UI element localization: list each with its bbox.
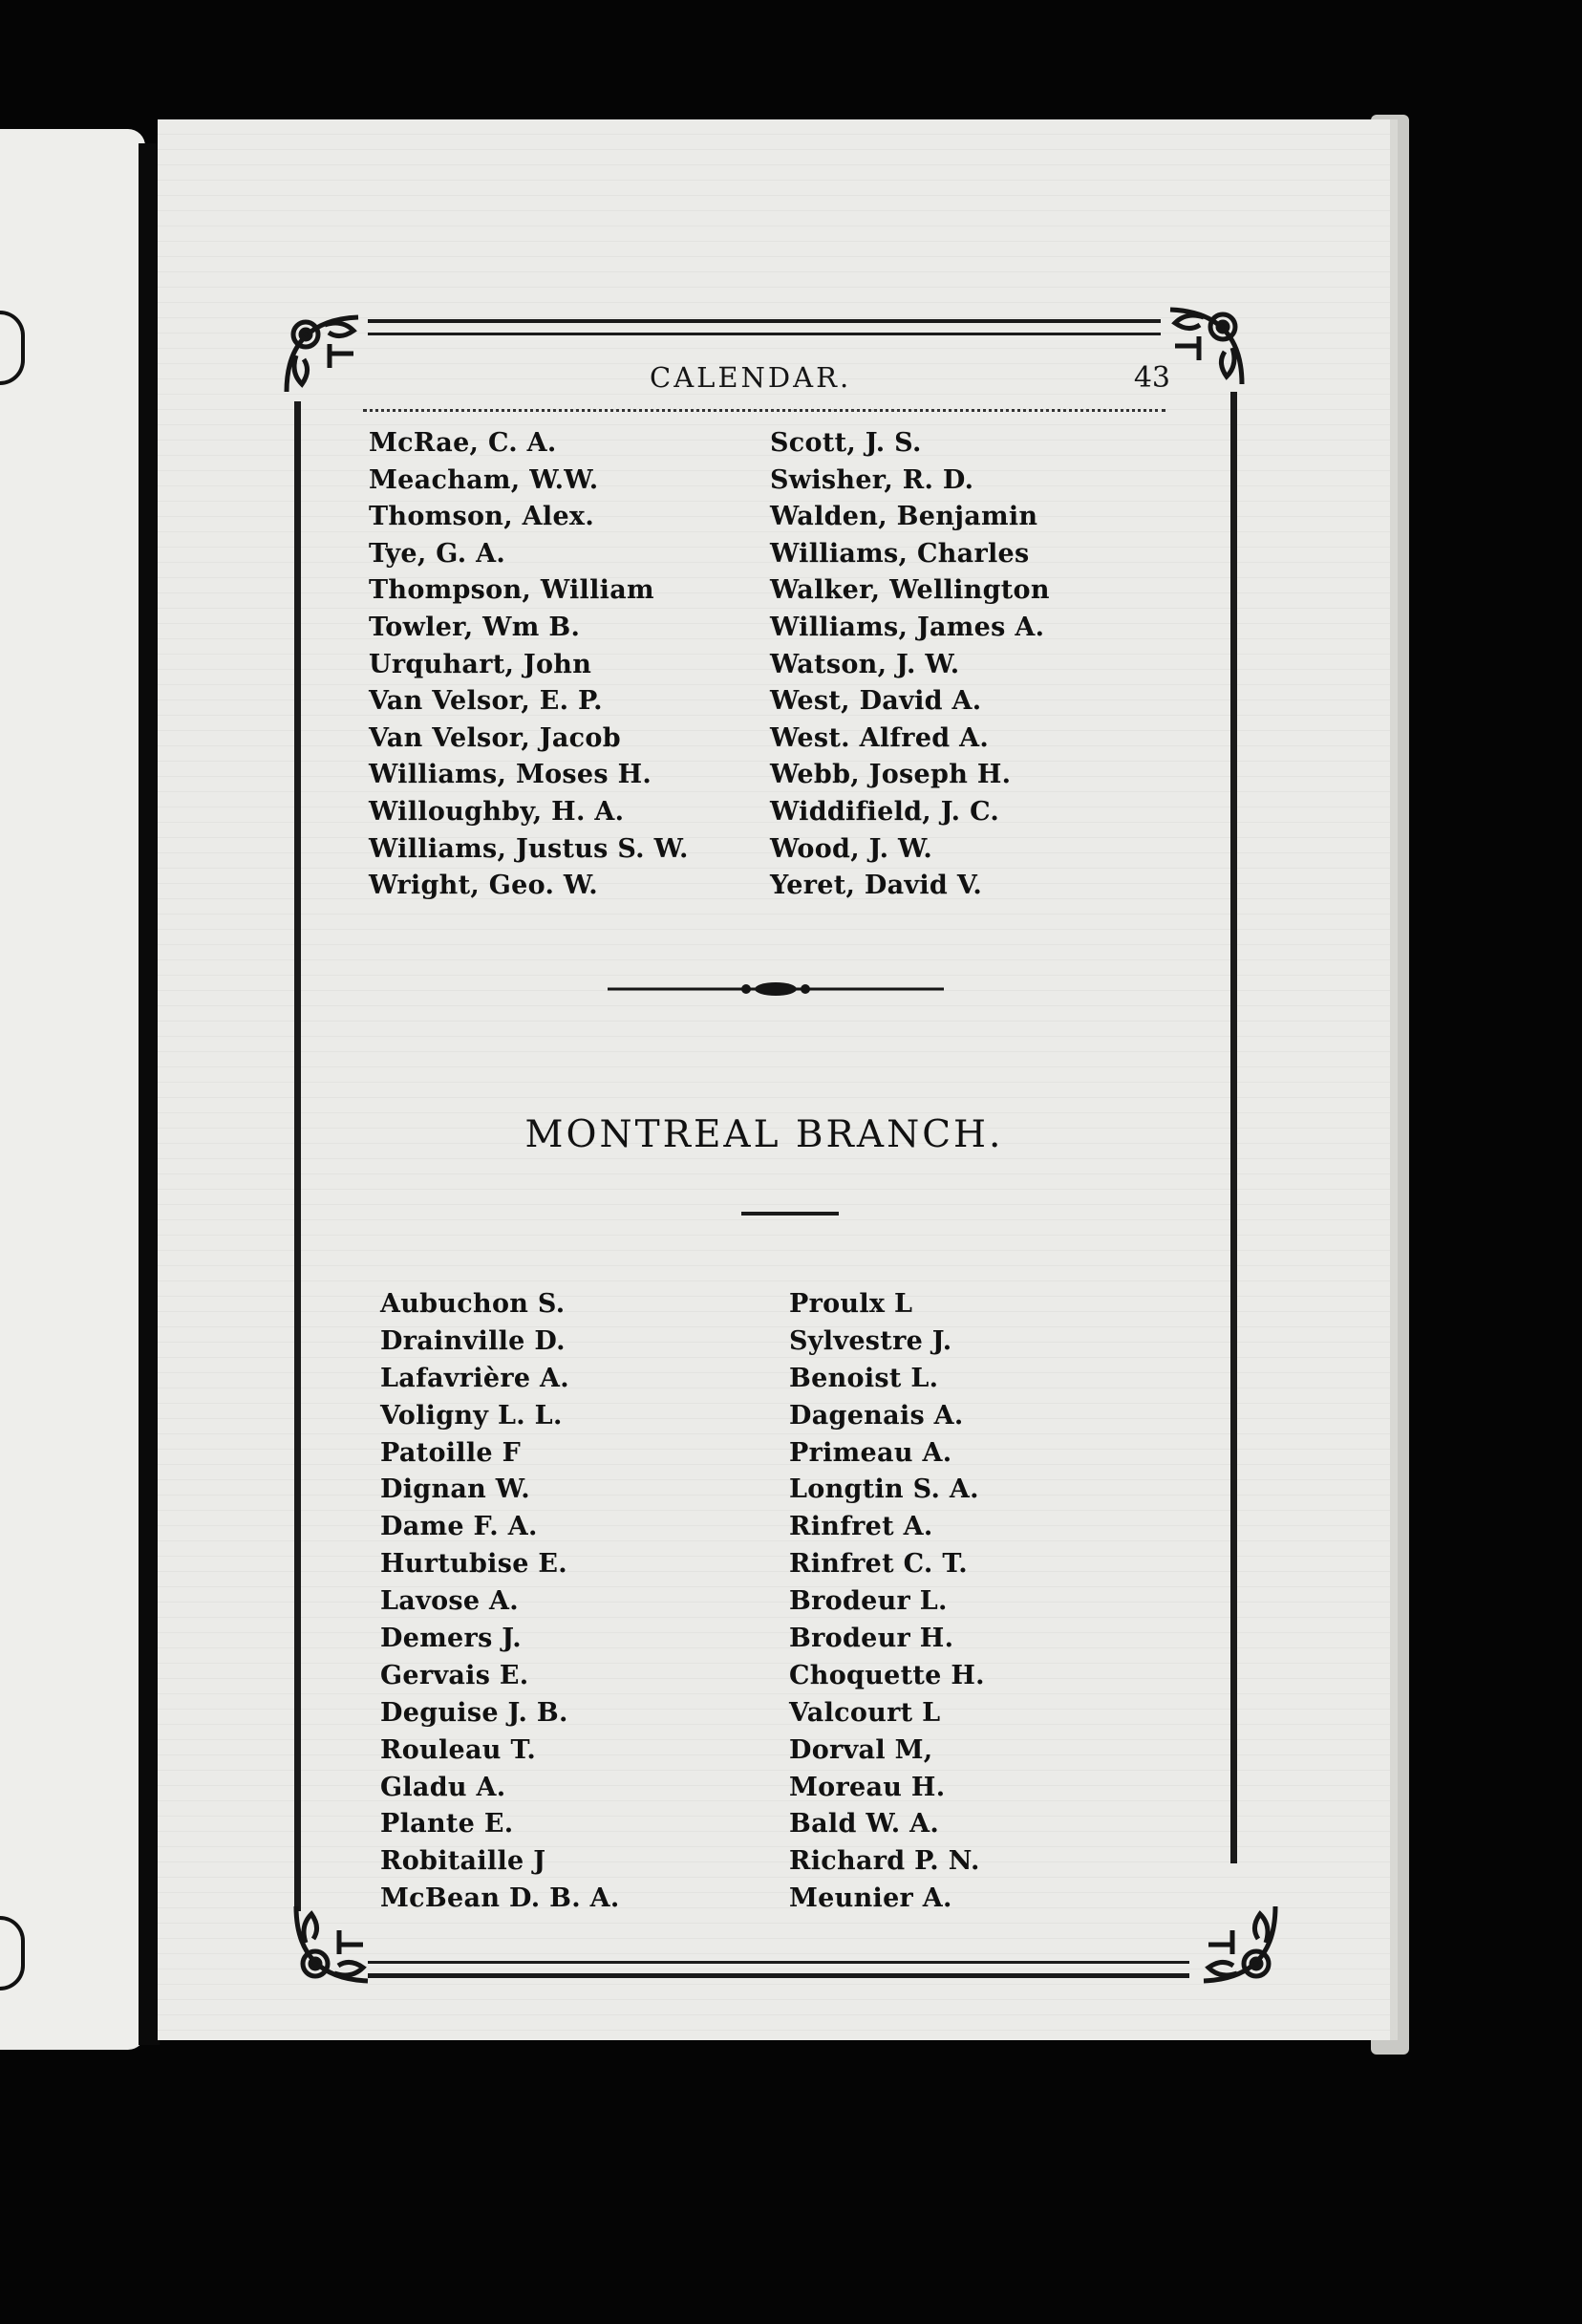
list-item: Drainville D. <box>380 1325 566 1356</box>
facing-page-ornament <box>0 311 25 385</box>
list-item: Watson, J. W. <box>770 649 960 679</box>
list-item: Walden, Benjamin <box>770 502 1038 532</box>
montreal-left-column <box>380 1286 620 1918</box>
list-item: Plante E. <box>380 1809 514 1840</box>
list-item: Wright, Geo. W. <box>369 871 598 901</box>
list-item: Williams, Moses H. <box>369 760 652 790</box>
header-title: CALENDAR. <box>650 361 852 394</box>
list-item: Meacham, W.W. <box>369 464 599 495</box>
list-item: Choquette H. <box>789 1660 985 1690</box>
corner-flourish-icon <box>1156 298 1251 394</box>
list-item: Primeau A. <box>789 1437 952 1468</box>
divider-ornament-icon <box>608 980 944 998</box>
list-item: Deguise J. B. <box>380 1697 568 1728</box>
list-item: Brodeur L. <box>789 1586 948 1617</box>
corner-flourish-icon <box>277 306 373 401</box>
list-item: McRae, C. A. <box>369 428 557 458</box>
section-title: MONTREAL BRANCH. <box>524 1113 1004 1156</box>
list-item: Rouleau T. <box>380 1734 537 1765</box>
list-item: Patoille F <box>380 1437 522 1468</box>
list-item: Tye, G. A. <box>369 538 506 569</box>
list-item: Lavose A. <box>380 1586 520 1617</box>
list-item: Richard P. N. <box>789 1846 980 1877</box>
list-item: Thomson, Alex. <box>369 502 595 532</box>
list-item: Scott, J. S. <box>770 428 922 458</box>
list-item: Rinfret C. T. <box>789 1549 968 1580</box>
section-title-rule <box>741 1212 839 1216</box>
list-item: Towler, Wm B. <box>369 612 581 642</box>
list-item: Yeret, David V. <box>770 871 983 901</box>
list-item: Williams, Justus S. W. <box>369 833 689 864</box>
corner-flourish-icon <box>1189 1897 1285 1992</box>
list-item: Proulx L <box>789 1289 913 1319</box>
list-item: Valcourt L <box>789 1697 941 1728</box>
list-item: Longtin S. A. <box>789 1474 979 1505</box>
list-item: Wood, J. W. <box>770 833 933 864</box>
list-item: Walker, Wellington <box>770 575 1050 606</box>
name-list-right-column <box>770 425 1050 905</box>
frame-bottom-rule <box>368 1961 1189 1978</box>
list-item: Hurtubise E. <box>380 1549 567 1580</box>
list-item: Demers J. <box>380 1624 522 1654</box>
list-item: Van Velsor, E. P. <box>369 686 603 717</box>
list-item: Bald W. A. <box>789 1809 940 1840</box>
list-item: Swisher, R. D. <box>770 464 974 495</box>
list-item: Dignan W. <box>380 1474 530 1505</box>
montreal-right-column <box>789 1286 985 1918</box>
list-item: Moreau H. <box>789 1772 946 1802</box>
header-dotted-rule <box>363 409 1165 412</box>
corner-flourish-icon <box>287 1897 382 1992</box>
list-item: Widdifield, J. C. <box>770 796 1000 827</box>
list-item: Gladu A. <box>380 1772 506 1802</box>
list-item: Rinfret A. <box>789 1512 933 1542</box>
list-item: Gervais E. <box>380 1660 529 1690</box>
list-item: Aubuchon S. <box>380 1289 566 1319</box>
list-item: Lafavrière A. <box>380 1363 569 1393</box>
list-item: Van Velsor, Jacob <box>369 722 621 753</box>
facing-page-ornament <box>0 1916 25 1990</box>
running-header <box>368 361 1170 407</box>
list-item: Williams, James A. <box>770 612 1045 642</box>
list-item: Meunier A. <box>789 1883 952 1914</box>
list-item: Voligny L. L. <box>380 1400 563 1431</box>
list-item: Thompson, William <box>369 575 654 606</box>
frame-left-rule <box>294 401 301 1911</box>
list-item: Dagenais A. <box>789 1400 964 1431</box>
list-item: Urquhart, John <box>369 649 592 679</box>
list-item: West. Alfred A. <box>770 722 990 753</box>
facing-page-edge <box>0 129 145 2050</box>
page-number: 43 <box>1133 361 1170 395</box>
name-list-left-column <box>369 425 689 905</box>
list-item: Williams, Charles <box>770 538 1030 569</box>
list-item: Dame F. A. <box>380 1512 538 1542</box>
list-item: West, David A. <box>770 686 982 717</box>
book-page <box>158 119 1390 2040</box>
list-item: Robitaille J <box>380 1846 546 1877</box>
list-item: Dorval M, <box>789 1734 933 1765</box>
list-item: McBean D. B. A. <box>380 1883 620 1914</box>
list-item: Willoughby, H. A. <box>369 796 625 827</box>
list-item: Benoist L. <box>789 1363 939 1393</box>
book-gutter <box>139 143 160 2045</box>
list-item: Sylvestre J. <box>789 1325 952 1356</box>
frame-top-rule <box>368 319 1161 335</box>
list-item: Webb, Joseph H. <box>770 760 1012 790</box>
list-item: Brodeur H. <box>789 1624 954 1654</box>
